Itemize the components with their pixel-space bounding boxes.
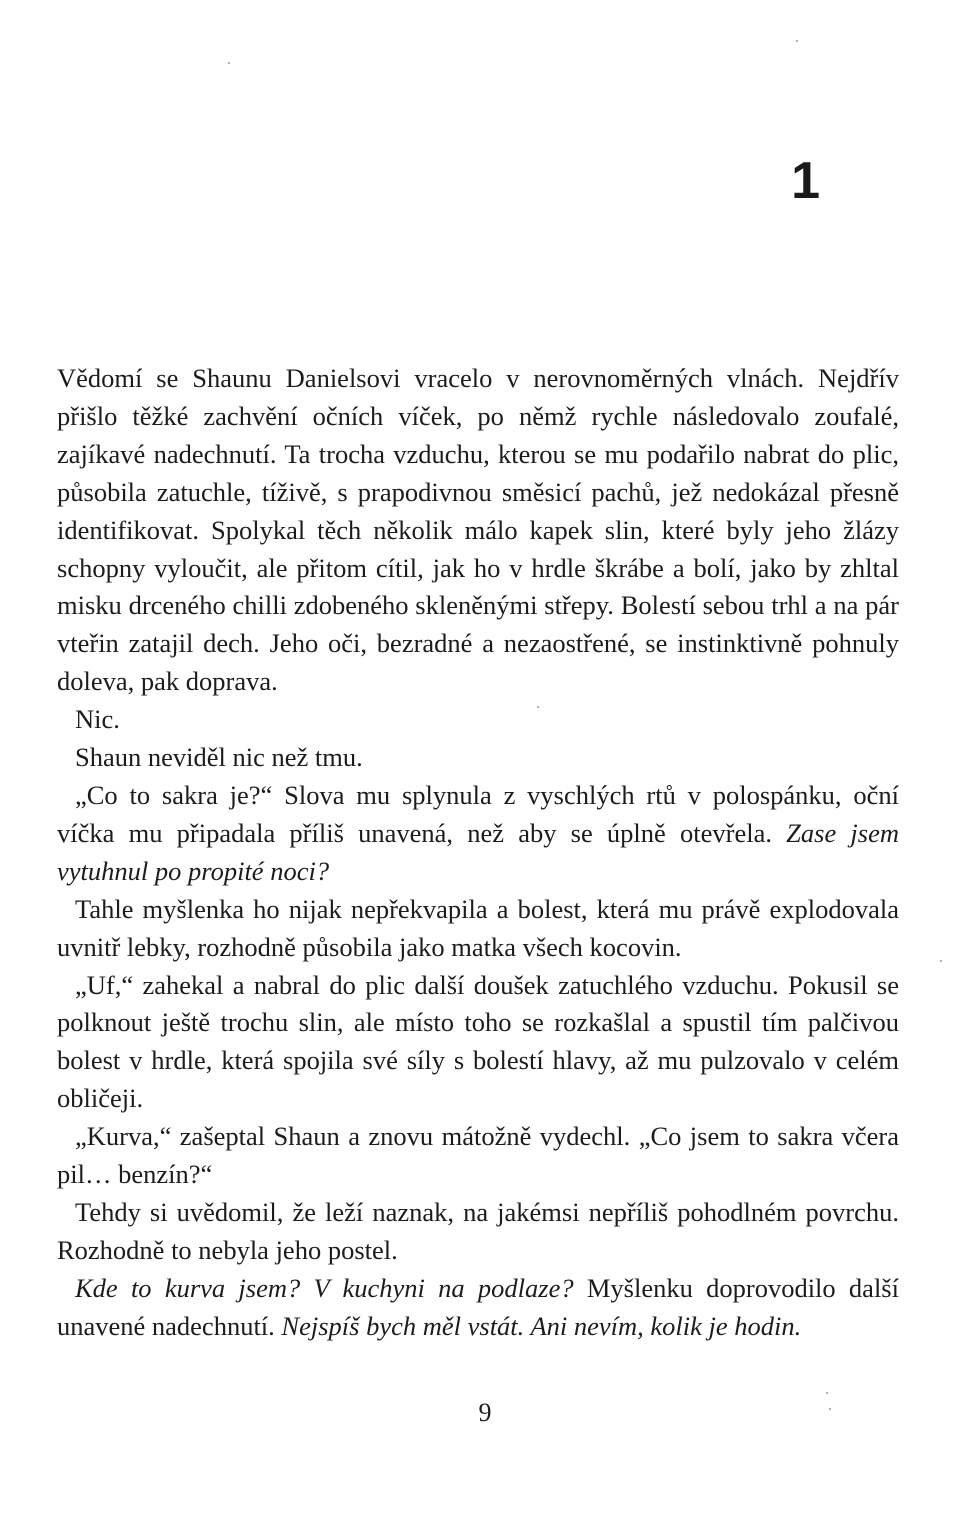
paragraph-text: Tehdy si uvědomil, že leží naznak, na jakémsi nepříliš pohodlném povrchu. Rozhodně to nebyla jeho postel.	[57, 1196, 899, 1265]
italic-thought-text: Nejspíš bych měl vstát. Ani nevím, kolik je hodin.	[281, 1310, 802, 1341]
paragraph	[57, 891, 899, 967]
paragraph-text: „Kurva,“ zašeptal Shaun a znovu mátožně vydechl. „Co jsem to sakra včera pil… benzín?“	[57, 1121, 899, 1190]
italic-thought-text: Kde to kurva jsem? V kuchyni na podlaze?	[75, 1272, 574, 1303]
paragraph-text: Vědomí se Shaunu Danielsovi vracelo v nerovnoměrných vlnách. Nejdřív přišlo těžké zachvění očních víček, po němž rychle následovalo zoufalé, zajíkavé nadechnutí. Ta trocha vzduchu, kterou se mu podařilo nabrat do plic, působila zatuchle, tíživě, s prapodivnou směsicí pachů, jež nedokázal přesně identifikovat. Spolykal těch několik málo kapek slin, které byly jeho žlázy schopny vyloučit, ale přitom cítil, jak ho v hrdle škrábe a bolí, jako by zhltal misku drceného chilli zdobeného skleněnými střepy. Bolestí sebou trhl a na pár vteřin zatajil dech. Jeho oči, bezradné a nezaostřené, se instinktivně pohnuly doleva, pak doprava.	[57, 363, 899, 697]
paragraph	[57, 1270, 899, 1346]
paragraph-text: Nic.	[75, 704, 120, 735]
paragraph	[57, 1118, 899, 1194]
chapter-body-text	[57, 360, 899, 1346]
paragraph	[57, 360, 899, 701]
paragraph-text: „Uf,“ zahekal a nabral do plic další doušek zatuchlého vzduchu. Pokusil se polknout ještě trochu slin, ale místo toho se rozkašlal a spustil tím palčivou bolest v hrdle, která spojila své síly s bolestí hlavy, až mu pulzovalo v celém obličeji.	[57, 969, 899, 1114]
paragraph	[57, 777, 899, 891]
paragraph-text: Tahle myšlenka ho nijak nepřekvapila a bolest, která mu právě explodovala uvnitř lebky, rozhodně působila jako matka všech kocovin.	[57, 893, 899, 962]
paragraph	[57, 967, 899, 1119]
page-number: 9	[478, 1398, 492, 1427]
paragraph	[57, 1194, 899, 1270]
paragraph-text: Myšlenku doprovodilo další unavené nadechnutí.	[57, 1272, 899, 1341]
paragraph-text: Shaun neviděl nic než tmu.	[75, 742, 363, 773]
paragraph	[57, 739, 899, 777]
paragraph	[57, 701, 899, 739]
italic-thought-text: Zase jsem vytuhnul po propité noci?	[57, 817, 899, 886]
paragraph-text: „Co to sakra je?“ Slova mu splynula z vyschlých rtů v polospánku, oční víčka mu připadala příliš unavená, než aby se úplně otevřela.	[57, 779, 899, 848]
chapter-number: 1	[791, 152, 820, 210]
